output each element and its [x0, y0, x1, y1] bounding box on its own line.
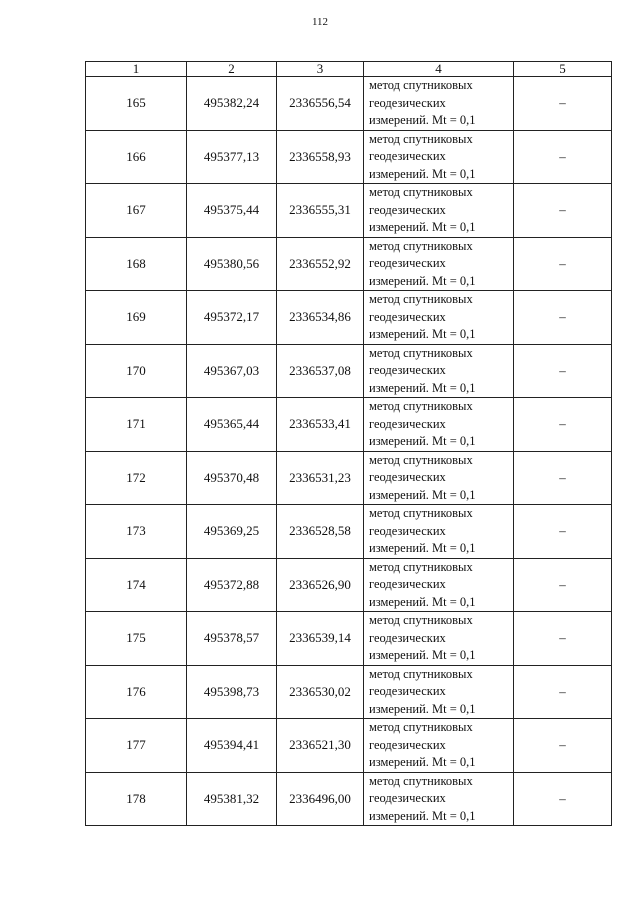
note-cell: –	[514, 237, 612, 291]
y-coordinate-cell: 2336552,92	[277, 237, 364, 291]
table-row	[86, 665, 612, 719]
method-line-2: геодезических	[369, 202, 446, 217]
method-line-1: метод спутниковых	[369, 185, 473, 199]
point-number-cell: 165	[86, 77, 187, 131]
method-cell	[364, 398, 514, 452]
column-header-1: 1	[86, 62, 187, 77]
method-line-1: метод спутниковых	[369, 773, 473, 788]
method-line-1: метод спутниковых	[369, 131, 473, 146]
method-line-1: метод спутниковых	[369, 613, 473, 627]
note-cell: –	[514, 77, 612, 131]
method-line-3: измерений. Mt = 0,1	[369, 487, 476, 502]
table-row	[86, 772, 612, 826]
x-coordinate-cell: 495372,17	[187, 291, 277, 345]
method-cell	[364, 237, 514, 291]
table-row	[86, 612, 612, 666]
column-header-5: 5	[514, 62, 612, 77]
method-line-3: измерений. Mt = 0,1	[369, 594, 476, 609]
point-number-cell: 170	[86, 344, 187, 398]
point-number-cell: 176	[86, 665, 187, 719]
method-line-3: измерений. Mt = 0,1	[369, 327, 476, 341]
x-coordinate-cell: 495377,13	[187, 130, 277, 184]
method-line-2: геодезических	[369, 149, 446, 163]
note-cell: –	[514, 291, 612, 345]
method-line-2: геодезических	[369, 363, 446, 377]
point-number-cell: 178	[86, 772, 187, 826]
method-cell	[364, 130, 514, 184]
y-coordinate-cell: 2336556,54	[277, 77, 364, 131]
method-cell	[364, 719, 514, 773]
note-cell: –	[514, 719, 612, 773]
method-line-2: геодезических	[369, 737, 446, 752]
method-line-1: метод спутниковых	[369, 238, 473, 253]
method-line-1: метод спутниковых	[369, 720, 473, 734]
y-coordinate-cell: 2336537,08	[277, 344, 364, 398]
y-coordinate-cell: 2336526,90	[277, 558, 364, 612]
note-cell: –	[514, 558, 612, 612]
method-cell	[364, 184, 514, 238]
note-cell: –	[514, 344, 612, 398]
y-coordinate-cell: 2336555,31	[277, 184, 364, 238]
y-coordinate-cell: 2336539,14	[277, 612, 364, 666]
point-number-cell: 169	[86, 291, 187, 345]
y-coordinate-cell: 2336521,30	[277, 719, 364, 773]
method-line-2: геодезических	[369, 256, 446, 270]
note-cell: –	[514, 130, 612, 184]
table-row	[86, 130, 612, 184]
note-cell: –	[514, 612, 612, 666]
table-row	[86, 77, 612, 131]
method-line-2: геодезических	[369, 630, 446, 645]
point-number-cell: 167	[86, 184, 187, 238]
table-row	[86, 505, 612, 559]
column-header-2: 2	[187, 62, 277, 77]
method-cell	[364, 612, 514, 666]
method-line-1: метод спутниковых	[369, 78, 473, 92]
y-coordinate-cell: 2336496,00	[277, 772, 364, 826]
y-coordinate-cell: 2336528,58	[277, 505, 364, 559]
table-header-row	[86, 62, 612, 77]
note-cell: –	[514, 184, 612, 238]
method-cell	[364, 77, 514, 131]
x-coordinate-cell: 495381,32	[187, 772, 277, 826]
method-line-1: метод спутниковых	[369, 506, 473, 520]
x-coordinate-cell: 495365,44	[187, 398, 277, 452]
method-cell	[364, 451, 514, 505]
note-cell: –	[514, 451, 612, 505]
table-row	[86, 398, 612, 452]
method-line-3: измерений. Mt = 0,1	[369, 808, 476, 823]
method-cell	[364, 505, 514, 559]
method-line-3: измерений. Mt = 0,1	[369, 220, 476, 234]
method-cell	[364, 772, 514, 826]
note-cell: –	[514, 505, 612, 559]
method-line-2: геодезических	[369, 470, 446, 484]
table-row	[86, 451, 612, 505]
x-coordinate-cell: 495367,03	[187, 344, 277, 398]
x-coordinate-cell: 495398,73	[187, 665, 277, 719]
y-coordinate-cell: 2336531,23	[277, 451, 364, 505]
column-header-4: 4	[364, 62, 514, 77]
method-cell	[364, 344, 514, 398]
point-number-cell: 174	[86, 558, 187, 612]
method-line-3: измерений. Mt = 0,1	[369, 380, 476, 395]
method-line-2: геодезических	[369, 416, 446, 431]
y-coordinate-cell: 2336533,41	[277, 398, 364, 452]
table-row	[86, 291, 612, 345]
method-line-2: геодезических	[369, 684, 446, 698]
coordinates-table	[85, 61, 612, 826]
method-line-3: измерений. Mt = 0,1	[369, 701, 476, 716]
method-line-2: геодезических	[369, 577, 446, 591]
method-line-3: измерений. Mt = 0,1	[369, 755, 476, 769]
method-cell	[364, 558, 514, 612]
y-coordinate-cell: 2336530,02	[277, 665, 364, 719]
x-coordinate-cell: 495378,57	[187, 612, 277, 666]
point-number-cell: 177	[86, 719, 187, 773]
page-number: 112	[311, 16, 329, 28]
y-coordinate-cell: 2336558,93	[277, 130, 364, 184]
table-row	[86, 237, 612, 291]
method-line-2: геодезических	[369, 95, 446, 110]
table-body	[86, 77, 612, 826]
point-number-cell: 173	[86, 505, 187, 559]
x-coordinate-cell: 495375,44	[187, 184, 277, 238]
note-cell: –	[514, 398, 612, 452]
note-cell: –	[514, 772, 612, 826]
table-row	[86, 719, 612, 773]
point-number-cell: 172	[86, 451, 187, 505]
x-coordinate-cell: 495382,24	[187, 77, 277, 131]
method-line-3: измерений. Mt = 0,1	[369, 166, 476, 181]
point-number-cell: 166	[86, 130, 187, 184]
x-coordinate-cell: 495370,48	[187, 451, 277, 505]
method-line-3: измерений. Mt = 0,1	[369, 648, 476, 662]
x-coordinate-cell: 495394,41	[187, 719, 277, 773]
x-coordinate-cell: 495369,25	[187, 505, 277, 559]
table-row	[86, 558, 612, 612]
method-line-2: геодезических	[369, 523, 446, 538]
method-line-3: измерений. Mt = 0,1	[369, 113, 476, 127]
table-row	[86, 344, 612, 398]
method-cell	[364, 665, 514, 719]
method-line-1: метод спутниковых	[369, 452, 473, 467]
x-coordinate-cell: 495380,56	[187, 237, 277, 291]
point-number-cell: 168	[86, 237, 187, 291]
method-line-3: измерений. Mt = 0,1	[369, 434, 476, 448]
method-line-1: метод спутниковых	[369, 666, 473, 681]
method-cell	[364, 291, 514, 345]
point-number-cell: 175	[86, 612, 187, 666]
method-line-2: геодезических	[369, 791, 446, 805]
point-number-cell: 171	[86, 398, 187, 452]
method-line-3: измерений. Mt = 0,1	[369, 273, 476, 288]
method-line-1: метод спутниковых	[369, 399, 473, 413]
method-line-1: метод спутниковых	[369, 559, 473, 574]
y-coordinate-cell: 2336534,86	[277, 291, 364, 345]
table-row	[86, 184, 612, 238]
x-coordinate-cell: 495372,88	[187, 558, 277, 612]
column-header-3: 3	[277, 62, 364, 77]
method-line-2: геодезических	[369, 309, 446, 324]
method-line-3: измерений. Mt = 0,1	[369, 541, 476, 555]
method-line-1: метод спутниковых	[369, 345, 473, 360]
method-line-1: метод спутниковых	[369, 292, 473, 306]
note-cell: –	[514, 665, 612, 719]
